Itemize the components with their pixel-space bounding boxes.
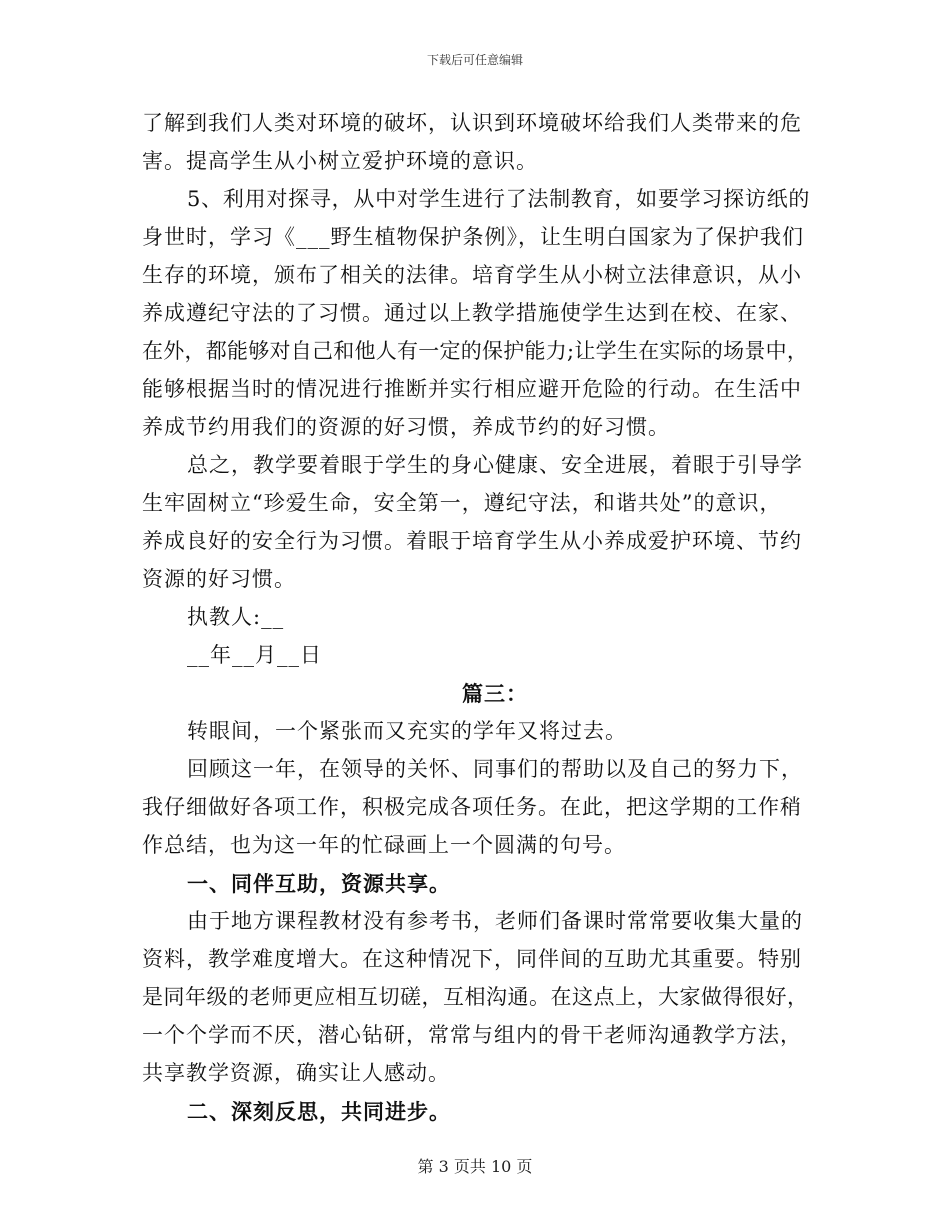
body-line: 转眼间，一个紧张而又充实的学年又将过去。 bbox=[187, 719, 627, 743]
body-line: 总之，教学要着眼于学生的身心健康、安全进展，着眼于引导学 bbox=[187, 453, 803, 477]
page-footer: 第 3 页共 10 页 bbox=[417, 1157, 533, 1176]
body-line: 了解到我们人类对环境的破坏，认识到环境破坏给我们人类带来的危 bbox=[142, 111, 802, 135]
body-line: 5、利用对探寻，从中对学生进行了法制教育，如要学习探访纸的 bbox=[187, 187, 811, 211]
section-title: 篇三： bbox=[462, 681, 528, 706]
subheading: 二、深刻反思，共同进步。 bbox=[187, 1099, 451, 1124]
body-line: 我仔细做好各项工作，积极完成各项任务。在此，把这学期的工作稍 bbox=[142, 795, 802, 819]
body-line: 养成良好的安全行为习惯。着眼于培育学生从小养成爱护环境、节约 bbox=[142, 529, 802, 553]
body-line: 在外，都能够对自己和他人有一定的保护能力;让学生在实际的场景中， bbox=[142, 339, 809, 363]
body-line: 资源的好习惯。 bbox=[142, 567, 296, 591]
body-line: 能够根据当时的情况进行推断并实行相应避开危险的行动。在生活中 bbox=[142, 377, 802, 401]
body-line: 养成遵纪守法的了习惯。通过以上教学措施使学生达到在校、在家、 bbox=[142, 301, 802, 325]
date-line: __年__月__日 bbox=[187, 643, 322, 667]
body-line: 养成节约用我们的资源的好习惯，养成节约的好习惯。 bbox=[142, 415, 670, 439]
body-line: 由于地方课程教材没有参考书，老师们备课时常常要收集大量的 bbox=[187, 909, 803, 933]
body-line: 生存的环境，颁布了相关的法律。培育学生从小树立法律意识，从小 bbox=[142, 263, 802, 287]
body-line: 是同年级的老师更应相互切磋，互相沟通。在这点上，大家做得很好， bbox=[142, 985, 809, 1009]
teacher-signature-line: 执教人:__ bbox=[187, 605, 285, 629]
body-line: 一个个学而不厌，潜心钻研，常常与组内的骨干老师沟通教学方法， bbox=[142, 1023, 802, 1047]
body-line: 资料，教学难度增大。在这种情况下，同伴间的互助尤其重要。特别 bbox=[142, 947, 802, 971]
body-line: 作总结，也为这一年的忙碌画上一个圆满的句号。 bbox=[142, 833, 626, 857]
body-line: 生牢固树立“珍爱生命，安全第一，遵纪守法，和谐共处”的意识， bbox=[142, 491, 782, 515]
subheading: 一、同伴互助，资源共享。 bbox=[187, 871, 451, 896]
body-line: 共享教学资源，确实让人感动。 bbox=[142, 1061, 450, 1085]
body-line: 害。提高学生从小树立爱护环境的意识。 bbox=[142, 149, 538, 173]
body-line: 身世时，学习《___野生植物保护条例》，让生明白国家为了保护我们 bbox=[142, 225, 804, 249]
body-line: 回顾这一年，在领导的关怀、同事们的帮助以及自己的努力下， bbox=[187, 757, 803, 781]
page-header: 下载后可任意编辑 bbox=[426, 53, 523, 67]
